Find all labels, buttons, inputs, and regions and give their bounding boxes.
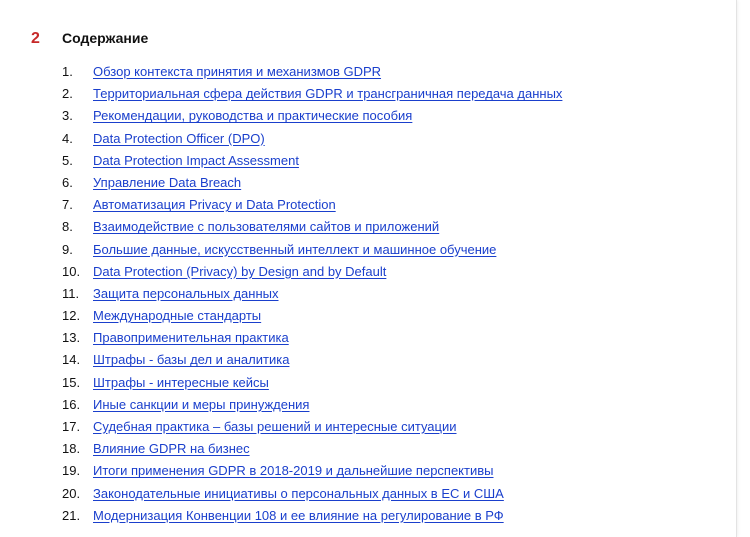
toc-link[interactable]: Автоматизация Privacy и Data Protection (93, 197, 336, 213)
toc-item (62, 327, 562, 349)
toc-item (62, 261, 562, 283)
section-heading (31, 30, 148, 48)
toc-link[interactable]: Штрафы - интересные кейсы (93, 374, 269, 390)
toc-link[interactable]: Территориальная сфера действия GDPR и трансграничная передача данных (93, 86, 563, 102)
toc-link[interactable]: Иные санкции и меры принуждения (93, 396, 310, 412)
toc-link[interactable]: Штрафы - базы дел и аналитика (93, 352, 290, 368)
section-title: Содержание (62, 30, 149, 46)
toc-item-number: 18. (62, 441, 81, 457)
toc-item-number: 20. (62, 485, 81, 501)
toc-item-number: 16. (62, 396, 81, 412)
toc-link[interactable]: Управление Data Breach (93, 174, 242, 190)
toc-item-number: 17. (62, 419, 81, 434)
toc-item-number: 7. (62, 197, 73, 213)
toc-link[interactable]: Взаимодействие с пользователями сайтов и приложений (93, 219, 440, 235)
toc-link[interactable]: Влияние GDPR на бизнес (93, 441, 250, 457)
toc-link[interactable]: Рекомендации, руководства и практические пособия (93, 108, 413, 124)
toc-item (62, 194, 562, 216)
toc-item (62, 349, 562, 371)
toc-link[interactable]: Обзор контекста принятия и механизмов GDPR (93, 64, 382, 79)
toc-item (62, 394, 562, 416)
section-number: 2 (31, 30, 40, 47)
toc-item-number: 10. (62, 263, 81, 279)
toc-item-number: 4. (62, 130, 73, 146)
toc-item (62, 83, 562, 105)
toc-link[interactable]: Международные стандарты (93, 308, 262, 324)
toc-item (62, 416, 562, 438)
toc-item-number: 19. (62, 463, 81, 479)
toc-link[interactable]: Модернизация Конвенции 108 и ее влияние на регулирование в РФ (93, 507, 504, 523)
toc-item (62, 216, 562, 238)
toc-item (62, 460, 562, 482)
toc-item-number: 6. (62, 174, 73, 190)
toc-link[interactable]: Data Protection Impact Assessment (93, 152, 299, 168)
toc-item (62, 305, 562, 327)
toc-item-number: 9. (62, 241, 73, 257)
toc-item-number: 21. (62, 507, 81, 523)
toc-item-number: 8. (62, 219, 73, 235)
toc-item (62, 372, 562, 394)
toc-item (62, 283, 562, 305)
toc-link[interactable]: Законодательные инициативы о персональных данных в ЕС и США (93, 485, 504, 501)
toc-item (62, 239, 562, 261)
toc-item (62, 438, 562, 460)
toc-item (62, 483, 562, 505)
toc-item-number: 3. (62, 108, 73, 124)
toc-link[interactable]: Большие данные, искусственный интеллект и машинное обучение (93, 241, 497, 257)
toc-item-number: 5. (62, 152, 73, 168)
toc-link[interactable]: Data Protection Officer (DPO) (93, 130, 265, 146)
toc-item-number: 14. (62, 352, 81, 368)
toc-item-number: 15. (62, 374, 81, 390)
toc-item (62, 128, 562, 150)
toc-link[interactable]: Итоги применения GDPR в 2018-2019 и дальнейшие перспективы (93, 463, 494, 479)
toc-link[interactable]: Защита персональных данных (93, 285, 279, 301)
toc-item (62, 105, 562, 127)
toc-item-number: 12. (62, 308, 81, 324)
table-of-contents (62, 61, 562, 527)
toc-link[interactable]: Правоприменительная практика (93, 330, 289, 346)
toc-link[interactable]: Data Protection (Privacy) by Design and by Default (93, 263, 387, 279)
toc-item-number: 11. (62, 285, 80, 301)
toc-link[interactable]: Судебная практика – базы решений и интересные ситуации (93, 419, 457, 434)
toc-item (62, 505, 562, 527)
toc-item-number: 1. (62, 64, 73, 79)
toc-item (62, 172, 562, 194)
toc-item (62, 150, 562, 172)
toc-item-number: 2. (62, 86, 73, 102)
toc-item-number: 13. (62, 330, 81, 346)
toc-item (62, 61, 562, 83)
